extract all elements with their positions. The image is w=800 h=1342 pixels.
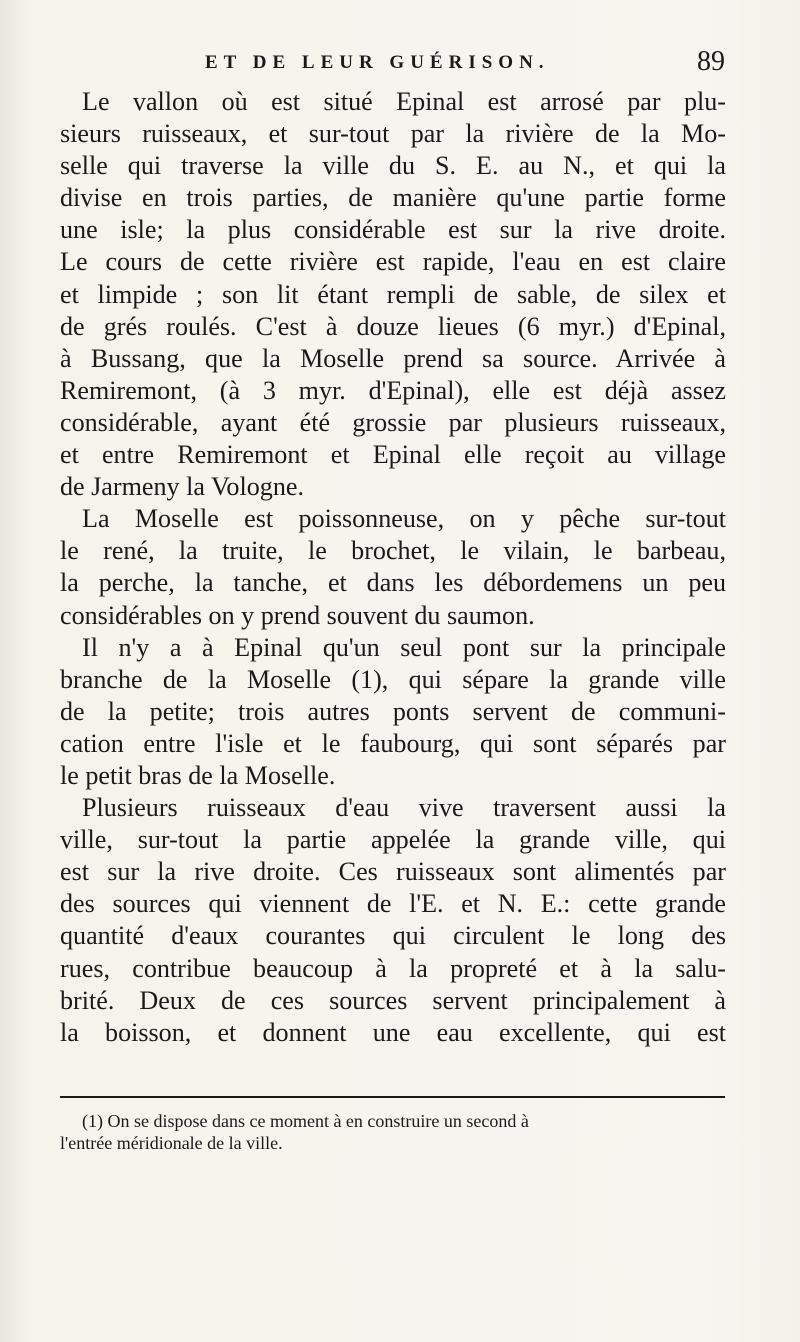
- running-title: ET DE LEUR GUÉRISON.: [205, 52, 550, 73]
- text-line: Plusieurs ruisseaux d'eau vive traversent aussi la: [82, 793, 726, 823]
- text-line: le petit bras de la Moselle.: [60, 760, 336, 790]
- text-line: Le vallon où est situé Epinal est arrosé par plu-: [82, 87, 726, 116]
- text-line: de grés roulés. C'est à douze lieues (6 myr.) d'Epinal,: [60, 311, 726, 341]
- text-line: le rené, la truite, le brochet, le vilain, le barbeau,: [60, 536, 726, 566]
- text-line: ville, sur-tout la partie appelée la grande ville, qui: [60, 825, 726, 855]
- text-line: la perche, la tanche, et dans les débordemens un peu: [60, 568, 726, 598]
- text-line: cation entre l'isle et le faubourg, qui sont séparés par: [60, 728, 726, 758]
- text-line: et entre Remiremont et Epinal elle reçoit au village: [60, 440, 726, 470]
- text-line: Remiremont, (à 3 myr. d'Epinal), elle est déjà assez: [60, 375, 726, 405]
- text-line: et limpide ; son lit étant rempli de sable, de silex et: [60, 279, 726, 309]
- text-line: est sur la rive droite. Ces ruisseaux sont alimentés par: [60, 857, 726, 887]
- text-line: considérables on y prend souvent du saumon.: [60, 600, 535, 630]
- text-line: quantité d'eaux courantes qui circulent le long des: [60, 921, 726, 951]
- footnote-line: l'entrée méridionale de la ville.: [60, 1133, 283, 1153]
- main-text: [60, 86, 726, 1049]
- running-header: [205, 46, 725, 80]
- text-line: des sources qui viennent de l'E. et N. E.: cette grande: [60, 889, 726, 919]
- paragraph-3: [60, 632, 726, 792]
- text-line: Le cours de cette rivière est rapide, l'eau en est claire: [60, 247, 726, 277]
- text-line: à Bussang, que la Moselle prend sa source. Arrivée à: [60, 343, 726, 373]
- paragraph-4: [60, 792, 726, 1049]
- text-line: de Jarmeny la Vologne.: [60, 472, 304, 502]
- footnote: [60, 1110, 725, 1154]
- text-line: rues, contribue beaucoup à la propreté et à la salu-: [60, 953, 726, 983]
- text-line: divise en trois parties, de manière qu'une partie forme: [60, 183, 726, 213]
- text-line: sieurs ruisseaux, et sur-tout par la rivière de la Mo-: [60, 119, 726, 149]
- text-line: la boisson, et donnent une eau excellente, qui est: [60, 1017, 726, 1047]
- text-line: branche de la Moselle (1), qui sépare la grande ville: [60, 664, 726, 694]
- text-line: une isle; la plus considérable est sur la rive droite.: [60, 215, 726, 245]
- paragraph-1: [60, 86, 726, 503]
- text-line: considérable, ayant été grossie par plusieurs ruisseaux,: [60, 407, 726, 437]
- page-number: 89: [697, 46, 725, 77]
- paragraph-2: [60, 503, 726, 631]
- footnote-rule: [60, 1096, 725, 1098]
- text-line: selle qui traverse la ville du S. E. au N., et qui la: [60, 151, 726, 181]
- text-line: brité. Deux de ces sources servent principalement à: [60, 985, 726, 1015]
- text-line: de la petite; trois autres ponts servent de communi-: [60, 696, 726, 726]
- text-line: La Moselle est poissonneuse, on y pêche sur-tout: [82, 504, 726, 534]
- footnote-line: (1) On se dispose dans ce moment à en construire un second à: [82, 1111, 529, 1131]
- text-line: Il n'y a à Epinal qu'un seul pont sur la principale: [82, 632, 726, 662]
